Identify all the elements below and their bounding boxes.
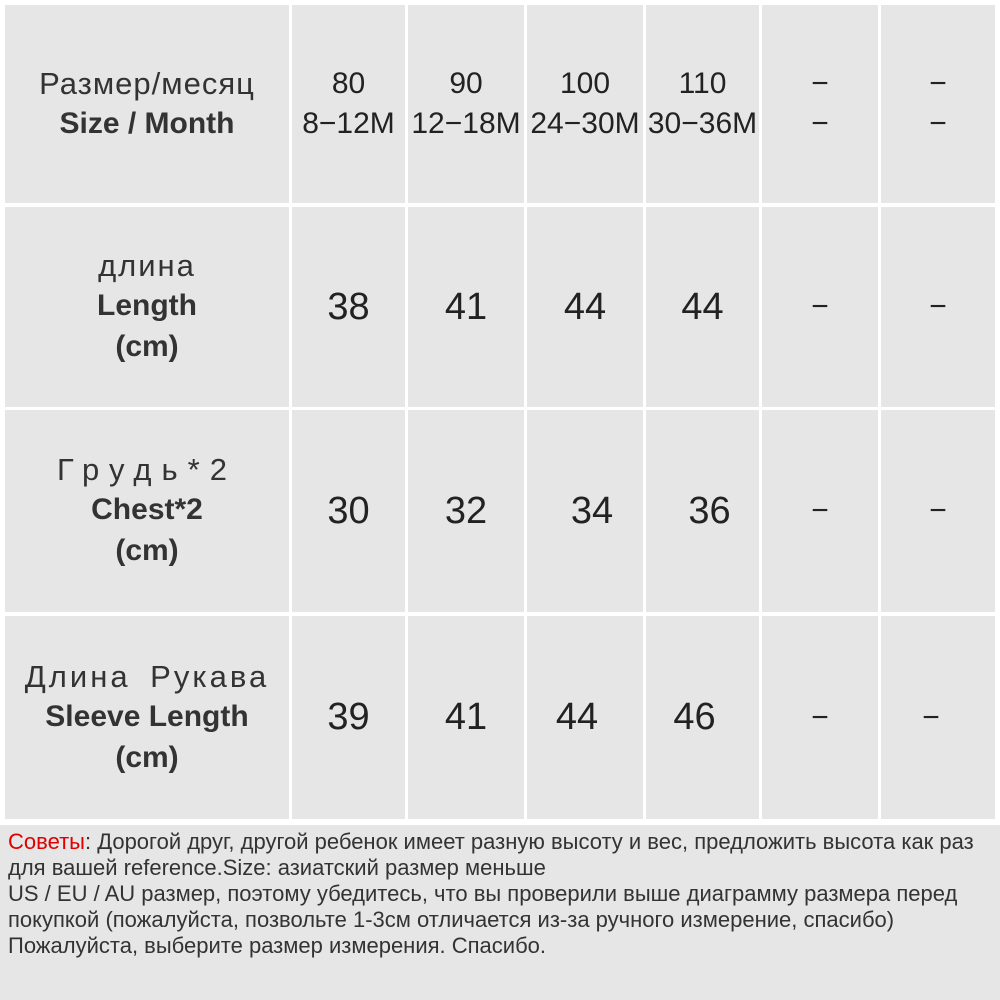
row-label-chest xyxy=(5,410,289,612)
label-unit: (cm) xyxy=(115,534,179,567)
length-cell-empty-2 xyxy=(881,207,995,407)
chest-cell-100 xyxy=(527,410,643,612)
size-value: − xyxy=(929,67,947,100)
size-cell-empty-1 xyxy=(762,5,878,203)
row-label-length xyxy=(5,207,289,407)
length-value: − xyxy=(811,290,829,323)
label-unit: (cm) xyxy=(115,740,179,774)
sleeve-value: − xyxy=(922,700,940,734)
chest-cell-80 xyxy=(292,410,405,612)
month-range: − xyxy=(929,107,947,140)
label-unit: (cm) xyxy=(115,330,179,363)
chest-value: 30 xyxy=(327,489,370,532)
sleeve-value: 41 xyxy=(444,696,488,738)
length-cell-90 xyxy=(408,207,524,407)
chest-value: − xyxy=(811,494,829,527)
month-range: − xyxy=(811,107,829,140)
size-cell-80 xyxy=(292,5,405,203)
label-en: Sleeve Length xyxy=(45,699,249,733)
chest-value: 36 xyxy=(688,489,731,532)
notes-paragraph xyxy=(8,829,992,881)
size-value: − xyxy=(811,67,829,100)
notes-line-3: Пожалуйста, выберите размер измерения. Спасибо. xyxy=(8,933,547,958)
chest-cell-empty-2 xyxy=(881,410,995,612)
sleeve-cell-110 xyxy=(646,616,759,819)
sleeve-cell-100 xyxy=(527,616,643,819)
length-value: 41 xyxy=(444,285,488,328)
notes-line-1: : Дорогой друг, другой ребенок имеет разную высоту и вес, предложить высота как раз для вашей reference.Size: азиатский размер меньше xyxy=(8,829,974,880)
notes-panel xyxy=(0,825,1000,1000)
length-cell-100 xyxy=(527,207,643,407)
size-cell-100 xyxy=(527,5,643,203)
sleeve-value: − xyxy=(811,700,829,734)
month-range: 24−30M xyxy=(530,107,640,140)
label-en: Size / Month xyxy=(59,107,235,140)
size-cell-empty-2 xyxy=(881,5,995,203)
label-en: Length xyxy=(97,289,197,322)
chest-cell-90 xyxy=(408,410,524,612)
sleeve-cell-empty-1 xyxy=(762,616,878,819)
chest-cell-110 xyxy=(646,410,759,612)
length-value: 44 xyxy=(563,285,607,328)
size-value: 100 xyxy=(559,67,611,100)
size-cell-90 xyxy=(408,5,524,203)
length-value: 38 xyxy=(327,285,370,328)
label-ru: Грудь*2 xyxy=(57,452,237,487)
size-value: 110 xyxy=(678,67,727,100)
chest-value: − xyxy=(929,494,947,527)
sleeve-value: 44 xyxy=(555,696,599,738)
sleeve-value: 39 xyxy=(327,696,370,738)
month-range: 12−18M xyxy=(411,107,521,140)
chest-value: 34 xyxy=(570,489,614,532)
month-range: 30−36M xyxy=(647,107,758,140)
chest-value: 32 xyxy=(444,489,488,532)
length-value: − xyxy=(929,290,947,323)
length-cell-empty-1 xyxy=(762,207,878,407)
size-value: 80 xyxy=(331,67,366,100)
sleeve-cell-empty-2 xyxy=(881,616,995,819)
length-cell-80 xyxy=(292,207,405,407)
sleeve-cell-80 xyxy=(292,616,405,819)
sleeve-cell-90 xyxy=(408,616,524,819)
length-value: 44 xyxy=(681,285,724,328)
tips-label: Советы xyxy=(8,829,85,854)
length-cell-110 xyxy=(646,207,759,407)
chest-cell-empty-1 xyxy=(762,410,878,612)
label-en: Chest*2 xyxy=(91,493,203,526)
month-range: 8−12M xyxy=(302,107,395,140)
row-label-size xyxy=(5,5,289,203)
size-value: 90 xyxy=(449,67,483,100)
sleeve-value: 46 xyxy=(673,696,716,738)
size-cell-110 xyxy=(646,5,759,203)
row-label-sleeve xyxy=(5,616,289,819)
label-ru: длина xyxy=(98,248,196,283)
notes-line-2: US / EU / AU размер, поэтому убедитесь, что вы проверили выше диаграмму размера перед покупкой (пожалуйста, позвольте 1-3см отличается из-за ручного измерение, спасибо) xyxy=(8,881,958,932)
label-ru: Размер/месяц xyxy=(39,66,255,101)
label-ru: Длина Рукава xyxy=(24,658,270,694)
